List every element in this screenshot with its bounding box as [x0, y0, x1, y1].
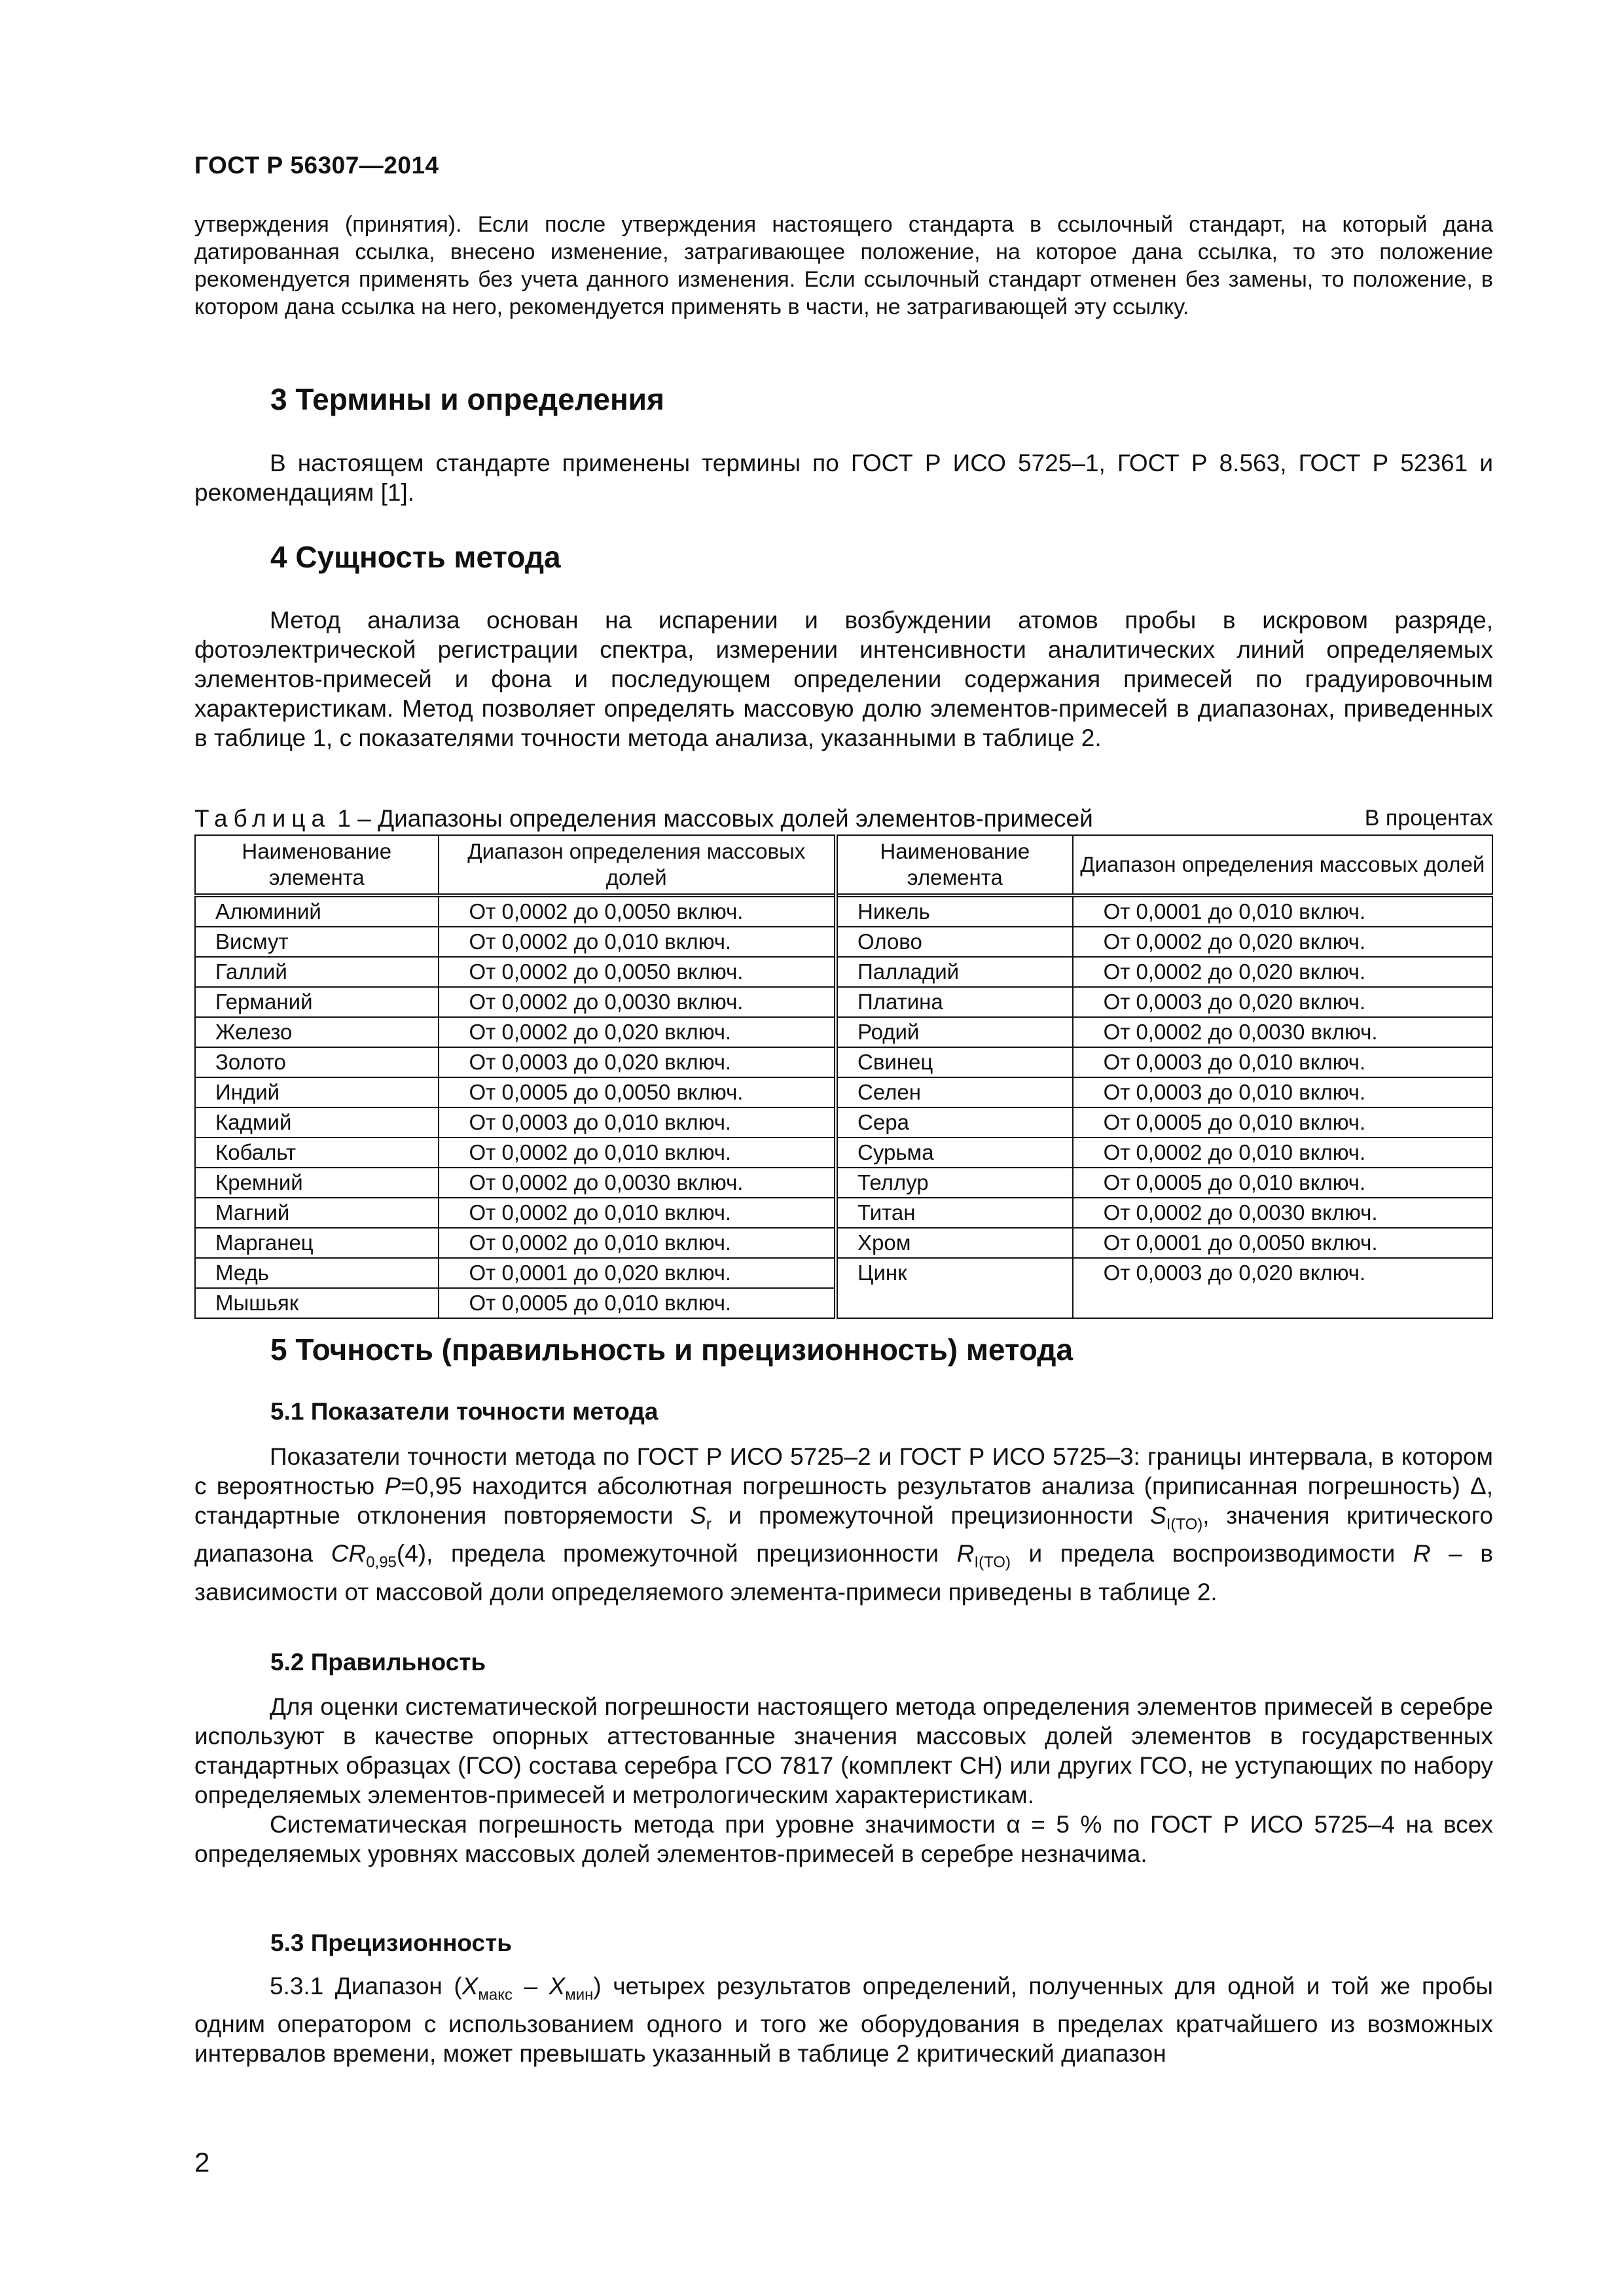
section-5-2-title: 5.2 Правильность	[270, 1649, 486, 1676]
intro-paragraph	[194, 211, 1493, 321]
element-name: Индий	[195, 1077, 439, 1107]
range-value: От 0,0002 до 0,010 включ.	[439, 1198, 837, 1228]
element-name: Платина	[836, 987, 1073, 1017]
range-value: От 0,0003 до 0,010 включ.	[1073, 1047, 1492, 1077]
section-3-text: В настоящем стандарте применены термины по ГОСТ Р ИСО 5725–1, ГОСТ Р 8.563, ГОСТ Р 52361 и рекомендациям [1].	[194, 450, 1493, 506]
section-5-2-text-2: Систематическая погрешность метода при уровне значимости α = 5 % по ГОСТ Р ИСО 5725–4 на всех определяемых уровнях массовых долей элементов-примесей в серебре незначима.	[194, 1811, 1493, 1867]
symbol-CR: CR	[331, 1540, 367, 1568]
section-4-title: 4 Сущность метода	[270, 540, 561, 574]
section-3-body	[194, 448, 1493, 507]
table-row	[195, 1107, 1492, 1138]
symbol-SI: S	[1150, 1502, 1166, 1529]
range-value: От 0,0001 до 0,0050 включ.	[1073, 1228, 1492, 1258]
element-name: Свинец	[836, 1047, 1073, 1077]
table-1	[194, 834, 1493, 1319]
element-name: Палладий	[836, 957, 1073, 987]
element-name: Титан	[836, 1198, 1073, 1228]
range-value: От 0,0001 до 0,020 включ.	[439, 1258, 837, 1288]
range-value: От 0,0003 до 0,020 включ.	[1073, 1258, 1492, 1318]
range-value: От 0,0002 до 0,020 включ.	[439, 1017, 837, 1047]
table-row	[195, 1138, 1492, 1168]
element-name: Мышьяк	[195, 1288, 439, 1318]
text-run: – в зависимости от массовой доли определяемого элемента-примеси приведены в таблице 2.	[194, 1540, 1493, 1605]
text-run: –	[512, 1973, 549, 2000]
table-row	[195, 1047, 1492, 1077]
section-5-3-title: 5.3 Прецизионность	[270, 1929, 512, 1956]
symbol-subscript: мин	[565, 1986, 594, 2004]
section-5-1-body	[194, 1442, 1493, 1607]
element-name: Хром	[836, 1228, 1073, 1258]
range-value: От 0,0005 до 0,010 включ.	[1073, 1107, 1492, 1138]
range-value: От 0,0002 до 0,010 включ.	[1073, 1138, 1492, 1168]
section-5-2-body	[194, 1692, 1493, 1869]
table-row	[195, 927, 1492, 957]
element-name: Родий	[836, 1017, 1073, 1047]
text-run: (4), предела промежуточной прецизионности	[396, 1540, 957, 1568]
table-caption-label: Таблица	[194, 805, 331, 832]
text-run: Показатели точности метода по ГОСТ Р ИСО 5725–2 и ГОСТ Р ИСО 5725–3: границы интервала, в котором с вероятностью	[194, 1443, 1493, 1499]
column-header: Наименование элемента	[836, 835, 1073, 895]
range-value: От 0,0002 до 0,0030 включ.	[1073, 1017, 1492, 1047]
range-value: От 0,0002 до 0,020 включ.	[1073, 927, 1492, 957]
symbol-X: X	[461, 1973, 478, 2000]
table-units: В процентах	[1364, 806, 1493, 831]
element-name: Магний	[195, 1198, 439, 1228]
symbol-RI: R	[956, 1540, 975, 1568]
section-5-2-text-1: Для оценки систематической погрешности настоящего метода определения элементов примесей в серебре используют в качестве опорных аттестованные значения массовых долей элементов в государственных стандартных образцах (ГСО) состава серебра ГСО 7817 (комплект СН) или других ГСО, не уступающих по набору определяемых элементов-примесей и метрологическим характеристикам.	[194, 1693, 1493, 1808]
range-value: От 0,0005 до 0,010 включ.	[1073, 1168, 1492, 1198]
column-header: Диапазон определения массовых долей	[439, 835, 837, 895]
section-5-1-text	[194, 1442, 1493, 1607]
range-value: От 0,0002 до 0,0050 включ.	[439, 957, 837, 987]
column-header: Наименование элемента	[195, 835, 439, 895]
table-1-caption	[194, 804, 1493, 833]
range-value: От 0,0005 до 0,010 включ.	[439, 1288, 837, 1318]
range-value: От 0,0001 до 0,010 включ.	[1073, 895, 1492, 927]
range-value: От 0,0002 до 0,020 включ.	[1073, 957, 1492, 987]
element-name: Сера	[836, 1107, 1073, 1138]
section-5-3-1-text	[194, 1971, 1493, 2068]
symbol-subscript: 0,95	[366, 1553, 397, 1571]
symbol-R: R	[1413, 1540, 1431, 1568]
section-5-1-title: 5.1 Показатели точности метода	[270, 1398, 659, 1425]
table-row	[195, 1017, 1492, 1047]
intro-text: утверждения (принятия). Если после утверждения настоящего стандарта в ссылочный стандарт, на который дана датированная ссылка, внесено изменение, затрагивающее положение, на которое дана ссылка, то это положение рекомендуется применять без учета данного изменения. Если ссылочный стандарт отменен без замены, то положение, в котором дана ссылка на него, рекомендуется применять в части, не затрагивающей эту ссылку.	[194, 212, 1493, 319]
column-header: Диапазон определения массовых долей	[1073, 835, 1492, 895]
symbol-X: X	[549, 1973, 566, 2000]
element-name: Теллур	[836, 1168, 1073, 1198]
range-value: От 0,0003 до 0,020 включ.	[439, 1047, 837, 1077]
range-value: От 0,0002 до 0,010 включ.	[439, 1228, 837, 1258]
table-row	[195, 987, 1492, 1017]
element-name: Кадмий	[195, 1107, 439, 1138]
element-name: Сурьма	[836, 1138, 1073, 1168]
element-name: Медь	[195, 1258, 439, 1288]
range-value: От 0,0005 до 0,0050 включ.	[439, 1077, 837, 1107]
table-row	[195, 895, 1492, 927]
element-name: Висмут	[195, 927, 439, 957]
range-value: От 0,0002 до 0,0030 включ.	[439, 1168, 837, 1198]
document-header: ГОСТ Р 56307—2014	[194, 152, 439, 179]
table-row	[195, 957, 1492, 987]
section-4-text: Метод анализа основан на испарении и возбуждении атомов пробы в искровом разряде, фотоэлектрической регистрации спектра, измерении интенсивности аналитических линий определяемых элементов-примесей и фона и последующем определении содержания примесей по градуировочным характеристикам. Метод позволяет определять массовую долю элементов-примесей в диапазонах, приведенных в таблице 1, с показателями точности метода анализа, указанными в таблице 2.	[194, 607, 1493, 751]
range-value: От 0,0003 до 0,010 включ.	[1073, 1077, 1492, 1107]
table-row	[195, 1168, 1492, 1198]
range-value: От 0,0002 до 0,010 включ.	[439, 1138, 837, 1168]
table-row	[195, 1198, 1492, 1228]
symbol-subscript: макс	[478, 1986, 513, 2004]
table-row	[195, 1077, 1492, 1107]
section-3-title: 3 Термины и определения	[270, 382, 664, 416]
text-run: , значения критического диапазона	[194, 1502, 1493, 1568]
section-5-3-body	[194, 1971, 1493, 2068]
element-name: Кремний	[195, 1168, 439, 1198]
range-value: От 0,0002 до 0,010 включ.	[439, 927, 837, 957]
symbol-P: P	[384, 1473, 401, 1499]
table-row	[195, 1258, 1492, 1288]
text-run: 5.3.1 Диапазон (	[270, 1973, 462, 2000]
element-name: Олово	[836, 927, 1073, 957]
text-run: и предела воспроизводимости	[1010, 1540, 1413, 1568]
range-value: От 0,0003 до 0,010 включ.	[439, 1107, 837, 1138]
table-row	[195, 1228, 1492, 1258]
element-name: Алюминий	[195, 895, 439, 927]
range-value: От 0,0002 до 0,0030 включ.	[439, 987, 837, 1017]
element-name: Никель	[836, 895, 1073, 927]
element-name: Германий	[195, 987, 439, 1017]
symbol-Sr: S	[690, 1502, 706, 1529]
element-name: Золото	[195, 1047, 439, 1077]
element-name: Железо	[195, 1017, 439, 1047]
element-name: Галлий	[195, 957, 439, 987]
page-number: 2	[194, 2147, 210, 2178]
symbol-subscript: I(TO)	[974, 1553, 1011, 1571]
range-value: От 0,0003 до 0,020 включ.	[1073, 987, 1492, 1017]
element-name: Марганец	[195, 1228, 439, 1258]
text-run: и промежуточной прецизионности	[711, 1502, 1151, 1529]
symbol-subscript: r	[706, 1515, 712, 1534]
range-value: От 0,0002 до 0,0050 включ.	[439, 895, 837, 927]
element-name: Кобальт	[195, 1138, 439, 1168]
table-header-row	[195, 835, 1492, 895]
element-name: Селен	[836, 1077, 1073, 1107]
text-run: ) четырех результатов определений, полученных для одной и той же пробы одним оператором с использованием одного и того же оборудования в пределах кратчайшего из возможных интервалов времени, может превышать указанный в таблице 2 критический диапазон	[194, 1973, 1494, 2068]
range-value: От 0,0002 до 0,0030 включ.	[1073, 1198, 1492, 1228]
text-run: =0,95 находится абсолютная погрешность результатов анализа (приписанная погрешность) Δ, стандартные отклонения повторяемости	[194, 1473, 1494, 1529]
element-name: Цинк	[836, 1258, 1073, 1318]
symbol-subscript: I(TO)	[1166, 1515, 1203, 1534]
table-caption-text: 1 – Диапазоны определения массовых долей элементов-примесей	[331, 805, 1093, 832]
section-4-body	[194, 605, 1493, 753]
section-5-title: 5 Точность (правильность и прецизионность) метода	[270, 1333, 1074, 1367]
